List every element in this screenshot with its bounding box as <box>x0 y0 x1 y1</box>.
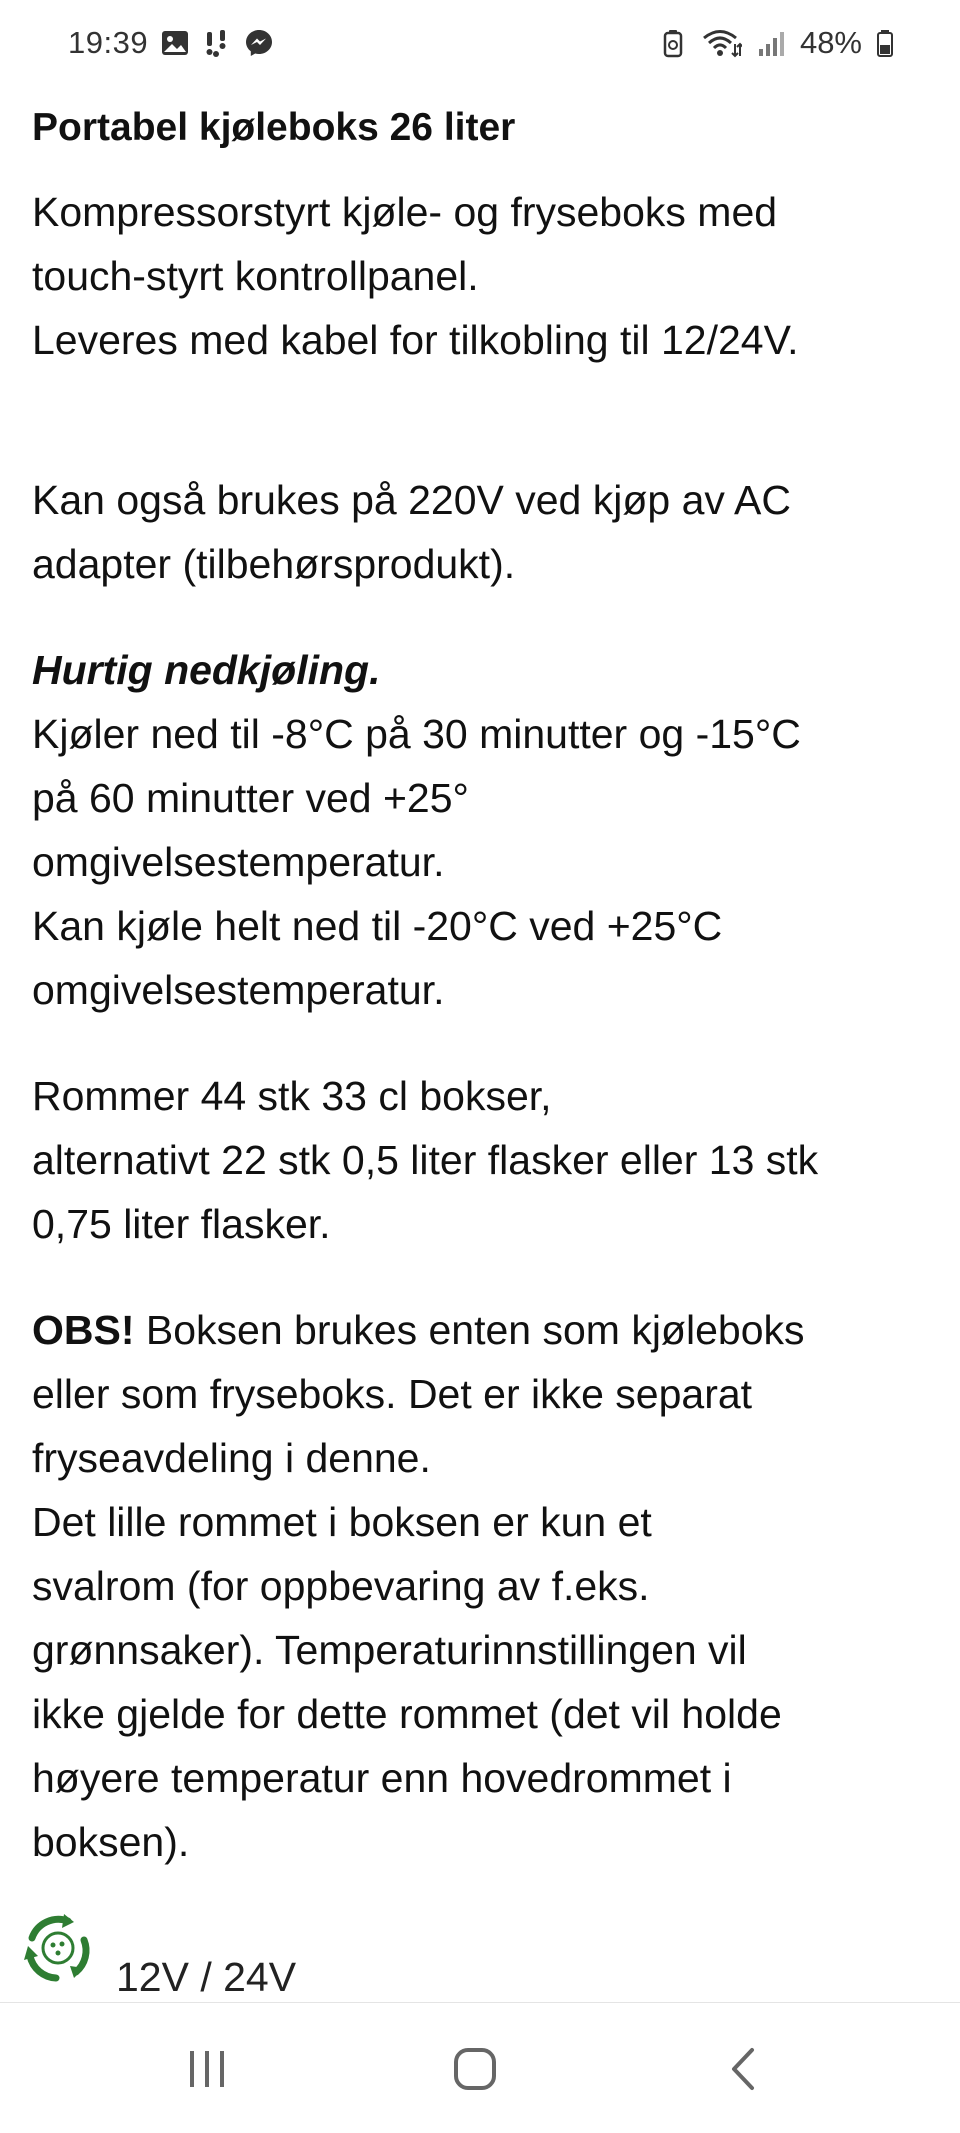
text-line: Leveres med kabel for tilkobling til 12/24V. <box>32 317 799 363</box>
home-icon <box>452 2047 498 2096</box>
gallery-icon <box>160 28 190 58</box>
battery-saver-icon <box>658 28 688 58</box>
text-line: eller som fryseboks. Det er ikke separat <box>32 1371 753 1417</box>
notification-dots-icon <box>202 28 232 58</box>
text-line: omgivelsestemperatur. <box>32 967 445 1013</box>
text-line: boksen). <box>32 1819 190 1865</box>
text-line: touch-styrt kontrollpanel. <box>32 253 479 299</box>
battery-percentage: 48% <box>799 25 862 60</box>
text-line: 0,75 liter flasker. <box>32 1201 331 1247</box>
text-line: på 60 minutter ved +25° <box>32 775 469 821</box>
text-line: høyere temperatur enn hovedrommet i <box>32 1755 732 1801</box>
back-button[interactable] <box>700 2031 790 2111</box>
recycle-icon <box>18 1908 98 1988</box>
messenger-icon <box>244 28 274 58</box>
text-line: Kan også brukes på 220V ved kjøp av AC <box>32 477 791 523</box>
wifi-icon <box>702 28 742 58</box>
text-line: adapter (tilbehørsprodukt). <box>32 541 516 587</box>
signal-icon <box>756 28 786 58</box>
status-time: 19:39 <box>68 25 149 60</box>
navigation-bar <box>0 2002 960 2133</box>
text-line: omgivelsestemperatur. <box>32 839 445 885</box>
notice-label: OBS! <box>32 1307 135 1353</box>
home-button[interactable] <box>430 2031 520 2111</box>
status-bar <box>0 0 960 86</box>
text-line: grønnsaker). Temperaturinnstillingen vil <box>32 1627 747 1673</box>
notice-paragraph <box>32 1298 932 1874</box>
text-line: Kjøler ned til -8°C på 30 minutter og -15°C <box>32 711 801 757</box>
status-left <box>68 20 274 66</box>
text-line: Rommer 44 stk 33 cl bokser, <box>32 1073 552 1119</box>
product-description <box>32 98 932 1874</box>
capacity-paragraph <box>32 1064 932 1256</box>
feature-row <box>18 1908 938 2004</box>
battery-icon <box>876 28 894 58</box>
cooling-paragraph <box>32 702 932 1022</box>
recent-apps-icon <box>184 2047 230 2096</box>
ac-adapter-paragraph <box>32 468 932 596</box>
text-line: Kompressorstyrt kjøle- og fryseboks med <box>32 189 778 235</box>
recent-apps-button[interactable] <box>162 2031 252 2111</box>
notice-line-rest: Boksen brukes enten som kjøleboks <box>134 1307 805 1353</box>
text-line <box>32 1298 932 1362</box>
text-line: ikke gjelde for dette rommet (det vil holde <box>32 1691 782 1737</box>
text-line: svalrom (for oppbevaring av f.eks. <box>32 1563 650 1609</box>
intro-paragraph <box>32 180 932 372</box>
product-title: Portabel kjøleboks 26 liter <box>32 106 516 149</box>
cooling-heading: Hurtig nedkjøling. <box>32 647 381 693</box>
text-line: alternativt 22 stk 0,5 liter flasker eller 13 stk <box>32 1137 819 1183</box>
text-line: Kan kjøle helt ned til -20°C ved +25°C <box>32 903 723 949</box>
text-line: Det lille rommet i boksen er kun et <box>32 1499 652 1545</box>
text-line: fryseavdeling i denne. <box>32 1435 431 1481</box>
cooling-section <box>32 638 932 1022</box>
status-right <box>658 20 894 66</box>
back-icon <box>722 2047 768 2096</box>
voltage-label: 12V / 24V <box>116 1954 297 2000</box>
